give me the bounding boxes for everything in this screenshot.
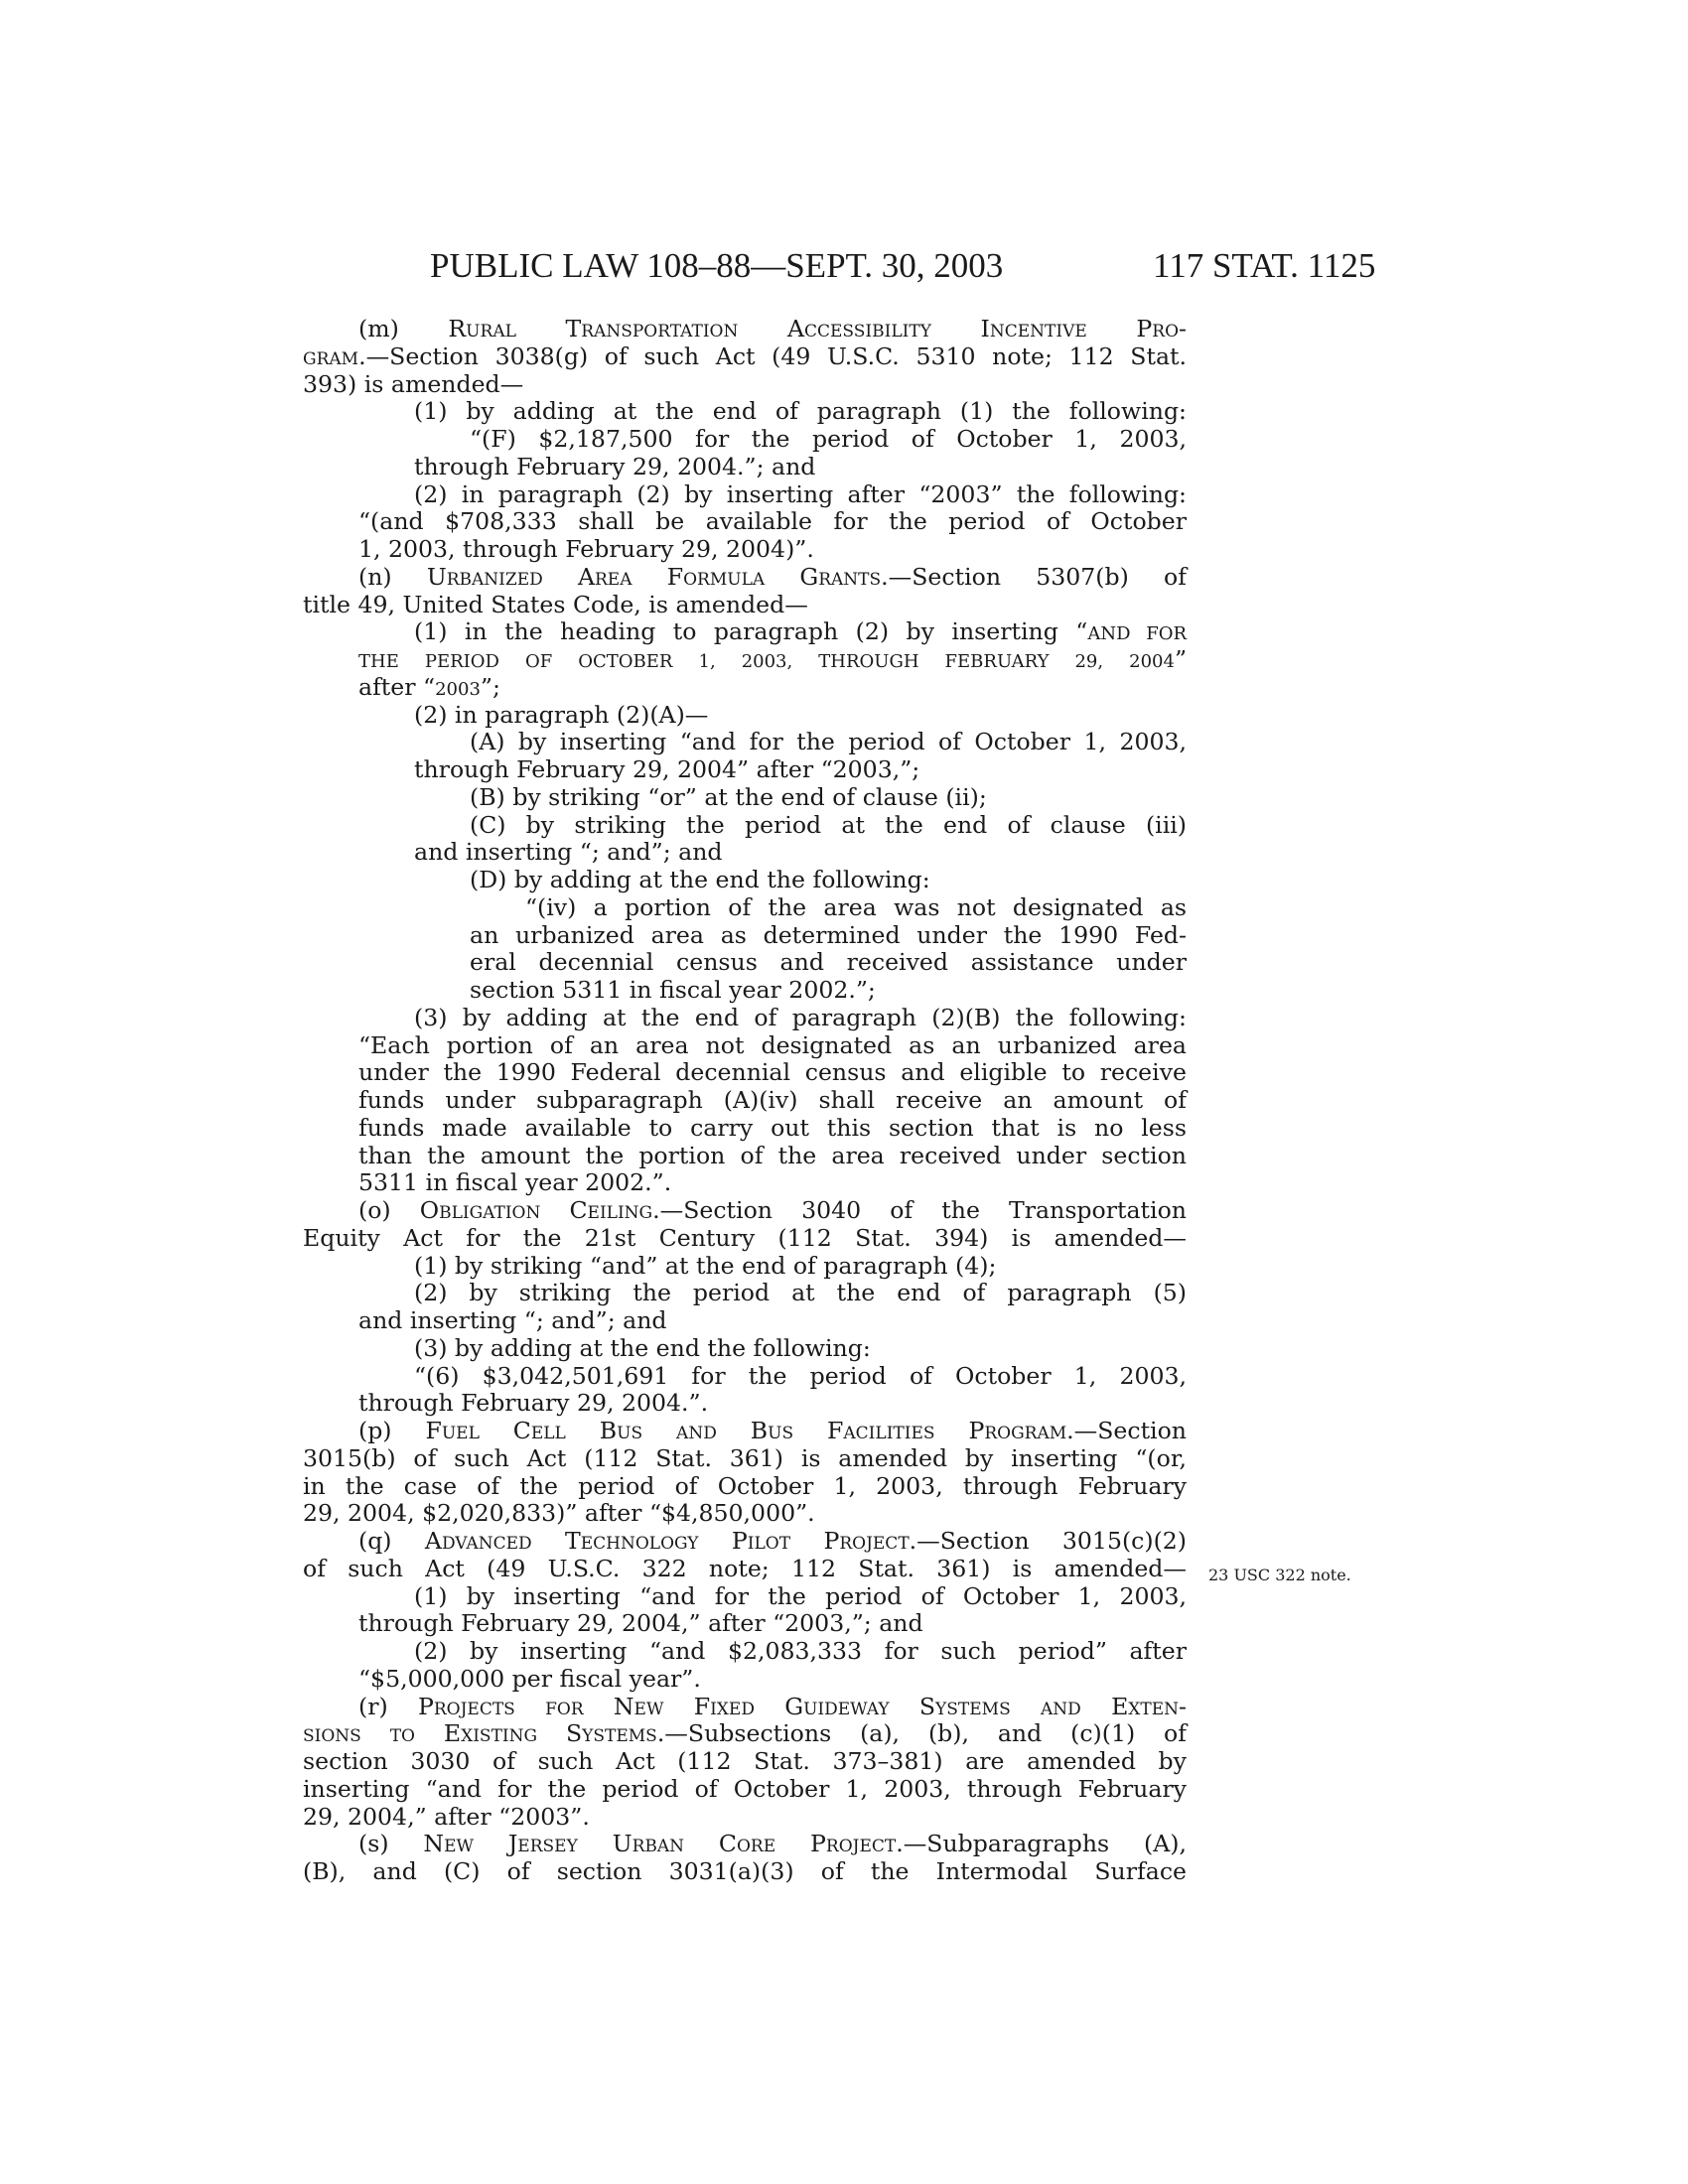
- text-line: and inserting “; and”; and: [358, 1306, 667, 1334]
- text-line: in the case of the period of October 1, 2003, through February: [303, 1471, 1187, 1500]
- text-line: (2) in paragraph (2) by inserting after “2003” the following:: [414, 479, 1187, 508]
- running-header-stat-page: 117 STAT. 1125: [1153, 246, 1376, 285]
- text-line: than the amount the portion of the area received under section: [358, 1141, 1187, 1169]
- text-line: (1) in the heading to paragraph (2) by inserting “AND FOR: [414, 617, 1187, 646]
- subsection-heading: Projects for New Fixed Guideway Systems and Exten-: [417, 1692, 1187, 1720]
- text-line: “(iv) a portion of the area was not designated as: [525, 892, 1187, 921]
- text-line: an urbanized area as determined under the 1990 Fed-: [470, 920, 1187, 949]
- subsection-heading: Rural Transportation Accessibility Incentive Pro-: [448, 315, 1187, 342]
- text-line: 5311 in fiscal year 2002.”.: [358, 1168, 672, 1197]
- text-line: under the 1990 Federal decennial census and eligible to receive: [358, 1058, 1187, 1087]
- subsection-heading: Fuel Cell Bus and Bus Facilities Program: [425, 1417, 1067, 1444]
- margin-note: 23 USC 322 note.: [1208, 1566, 1351, 1584]
- text-line: eral decennial census and received assistance under: [470, 948, 1187, 977]
- text-line: section 5311 in fiscal year 2002.”;: [470, 976, 876, 1004]
- section-n: [303, 564, 1187, 1197]
- text-line: “$5,000,000 per fiscal year”.: [358, 1664, 701, 1693]
- subsection-heading: Urbanized Area Formula Grants: [426, 562, 882, 591]
- running-header-title: PUBLIC LAW 108–88—SEPT. 30, 2003: [430, 246, 1004, 285]
- text-line: (s) New Jersey Urban Core Project.—Subparagraphs (A),: [358, 1830, 1187, 1858]
- text-line: sions to Existing Systems.—Subsections (a), (b), and (c)(1) of: [303, 1719, 1187, 1748]
- text-line: (B) by striking “or” at the end of clause (ii);: [470, 782, 987, 811]
- text-line: (1) by inserting “and for the period of October 1, 2003,: [414, 1581, 1187, 1610]
- text-line: (3) by adding at the end of paragraph (2)(B) the following:: [414, 1003, 1187, 1031]
- text-line: and inserting “; and”; and: [414, 838, 723, 867]
- section-r: [303, 1694, 1187, 1832]
- text-line: (2) by striking the period at the end of paragraph (5): [414, 1279, 1187, 1307]
- text-line: (1) by striking “and” at the end of paragraph (4);: [414, 1251, 997, 1280]
- text-line: funds made available to carry out this section that is no less: [358, 1113, 1187, 1142]
- text-line: (p) Fuel Cell Bus and Bus Facilities Program.—Section: [358, 1417, 1188, 1444]
- document-body: [303, 316, 1187, 1886]
- text-line: “(and $708,333 shall be available for the period of October: [358, 507, 1187, 536]
- text-line: Equity Act for the 21st Century (112 Stat. 394) is amended—: [303, 1223, 1187, 1252]
- text-line: gram.—Section 3038(g) of such Act (49 U.S.C. 5310 note; 112 Stat.: [303, 341, 1187, 370]
- text-line: inserting “and for the period of October 1, 2003, through February: [303, 1774, 1187, 1803]
- text-line: (n) Urbanized Area Formula Grants.—Section 5307(b) of: [358, 562, 1187, 591]
- text-line: (A) by inserting “and for the period of October 1, 2003,: [470, 728, 1187, 756]
- text-line: (C) by striking the period at the end of clause (iii): [470, 810, 1187, 839]
- text-line: 29, 2004,” after “2003”.: [303, 1802, 590, 1831]
- text-line: THE PERIOD OF OCTOBER 1, 2003, THROUGH FEBRUARY 29, 2004”: [358, 645, 1187, 673]
- text-line: (m) Rural Transportation Accessibility Incentive Pro-: [358, 315, 1187, 342]
- section-p: [303, 1418, 1187, 1528]
- text-line: section 3030 of such Act (112 Stat. 373–381) are amended by: [303, 1747, 1187, 1775]
- text-line: through February 29, 2004.”; and: [414, 452, 816, 480]
- text-line: (r) Projects for New Fixed Guideway Systems and Exten-: [358, 1692, 1187, 1720]
- section-o: [303, 1197, 1187, 1418]
- text-line: through February 29, 2004” after “2003,”;: [414, 755, 920, 783]
- subsection-heading: Advanced Technology Pilot Project: [424, 1527, 910, 1555]
- section-q: [303, 1528, 1187, 1694]
- subsection-heading: sions to Existing Systems: [303, 1719, 657, 1748]
- text-line: title 49, United States Code, is amended—: [303, 590, 808, 618]
- text-line: “Each portion of an area not designated as an urbanized area: [358, 1030, 1187, 1059]
- subsection-heading: Obligation Ceiling: [419, 1196, 653, 1224]
- text-line: 1, 2003, through February 29, 2004)”.: [358, 535, 814, 563]
- text-line: 393) is amended—: [303, 369, 524, 398]
- text-line: funds under subparagraph (A)(iv) shall receive an amount of: [358, 1086, 1187, 1114]
- text-line: of such Act (49 U.S.C. 322 note; 112 Stat. 361) is amended—: [303, 1554, 1187, 1582]
- text-line: (o) Obligation Ceiling.—Section 3040 of the Transportation: [358, 1196, 1187, 1224]
- text-line: (1) by adding at the end of paragraph (1) the following:: [414, 397, 1187, 426]
- text-line: 29, 2004, $2,020,833)” after “$4,850,000”.: [303, 1499, 815, 1528]
- section-s: [303, 1831, 1187, 1886]
- text-line: (D) by adding at the end the following:: [470, 866, 930, 893]
- text-line: “(F) $2,187,500 for the period of October 1, 2003,: [470, 425, 1187, 453]
- text-line: (2) in paragraph (2)(A)—: [414, 700, 709, 729]
- text-line: 3015(b) of such Act (112 Stat. 361) is amended by inserting “(or,: [303, 1443, 1187, 1472]
- text-line: “(6) $3,042,501,691 for the period of October 1, 2003,: [414, 1361, 1187, 1390]
- text-line: (3) by adding at the end the following:: [414, 1333, 871, 1362]
- text-line: (2) by inserting “and $2,083,333 for such period” after: [414, 1637, 1187, 1665]
- subsection-heading: New Jersey Urban Core Project: [423, 1830, 897, 1858]
- text-line: through February 29, 2004.”.: [358, 1389, 709, 1418]
- text-line: (B), and (C) of section 3031(a)(3) of the Intermodal Surface: [303, 1857, 1187, 1885]
- subsection-heading: gram: [303, 341, 359, 370]
- section-m: [303, 316, 1187, 564]
- text-line: after “2003”;: [358, 672, 500, 701]
- text-line: through February 29, 2004,” after “2003,”; and: [358, 1609, 923, 1638]
- text-line: (q) Advanced Technology Pilot Project.—Section 3015(c)(2): [358, 1527, 1187, 1555]
